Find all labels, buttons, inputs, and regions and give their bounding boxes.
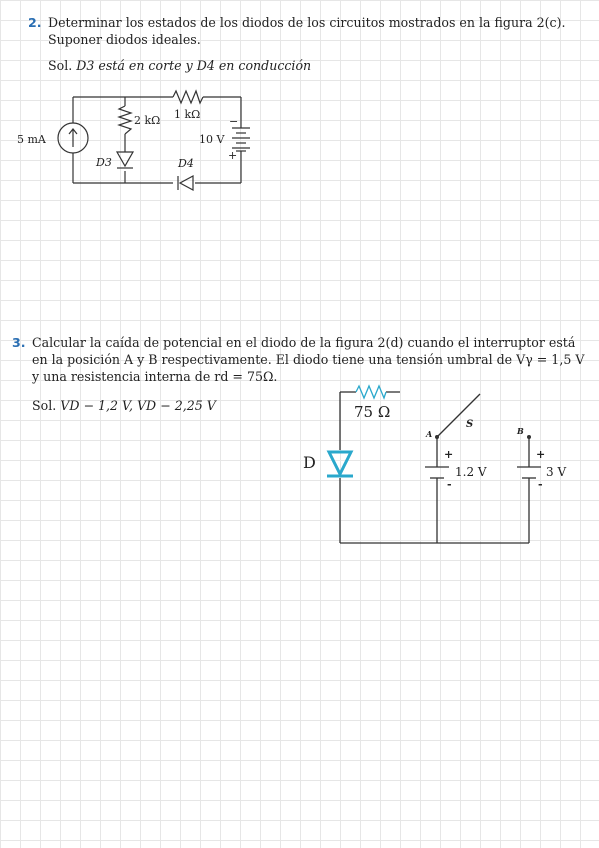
resistor-2k-symbol: [119, 106, 131, 134]
switch-arm: [437, 394, 480, 437]
contact-a-label: A: [426, 429, 433, 439]
problem-3-number: 3.: [12, 335, 26, 350]
problem-2-text: Determinar los estados de los diodos de los circuitos mostrados en la figura 2(c). Suponer diodos ideales.: [48, 15, 566, 47]
resistor-2k-label: 2 kΩ: [134, 114, 161, 127]
current-source-label: 5 mA: [17, 133, 46, 146]
solution-text: D3 está en corte y D4 en conducción: [76, 58, 312, 73]
solution-prefix: Sol.: [48, 58, 73, 73]
battery-1-label: 1.2 V: [455, 465, 487, 479]
battery-2-plus: +: [536, 448, 546, 461]
solution-prefix: Sol.: [32, 398, 57, 413]
contact-a: [435, 435, 439, 439]
contact-b: [527, 435, 531, 439]
contact-b-label: B: [517, 426, 524, 436]
resistor-1k-symbol: [173, 91, 203, 103]
battery-label: 10 V: [199, 133, 225, 146]
diode-symbol: [327, 452, 353, 476]
problem-3-solution: [32, 398, 216, 413]
problem-2-solution: [48, 58, 311, 73]
circuit-2d: [290, 380, 590, 550]
problem-3-text: Calcular la caída de potencial en el diodo de la figura 2(d) cuando el interruptor está en la posición A y B respectivamente. El diodo tiene una tensión umbral de Vγ = 1,5 V y una resistencia interna de rd = 75Ω.: [32, 335, 585, 384]
problem-2-number: 2.: [28, 15, 42, 30]
problem-3: [12, 334, 590, 385]
battery-2-label: 3 V: [546, 465, 567, 479]
battery-plus: +: [228, 149, 238, 162]
resistor-label: 75 Ω: [354, 403, 391, 421]
problem-2: [28, 14, 578, 48]
diode-d3-label: D3: [96, 156, 112, 169]
battery-2-minus: -: [538, 478, 543, 491]
diode-label: D: [303, 453, 316, 472]
resistor-symbol: [356, 386, 386, 398]
battery-1-plus: +: [444, 448, 454, 461]
battery-minus: −: [229, 115, 239, 128]
diode-d4-label: D4: [178, 157, 194, 170]
solution-text: VD − 1,2 V, VD − 2,25 V: [60, 398, 216, 413]
diode-d4-symbol: [180, 176, 193, 190]
switch-label: S: [466, 419, 474, 430]
resistor-1k-label: 1 kΩ: [174, 108, 201, 121]
battery-1-minus: -: [447, 478, 452, 491]
circuit-2c: [0, 80, 280, 200]
diode-d3-symbol: [117, 152, 133, 166]
